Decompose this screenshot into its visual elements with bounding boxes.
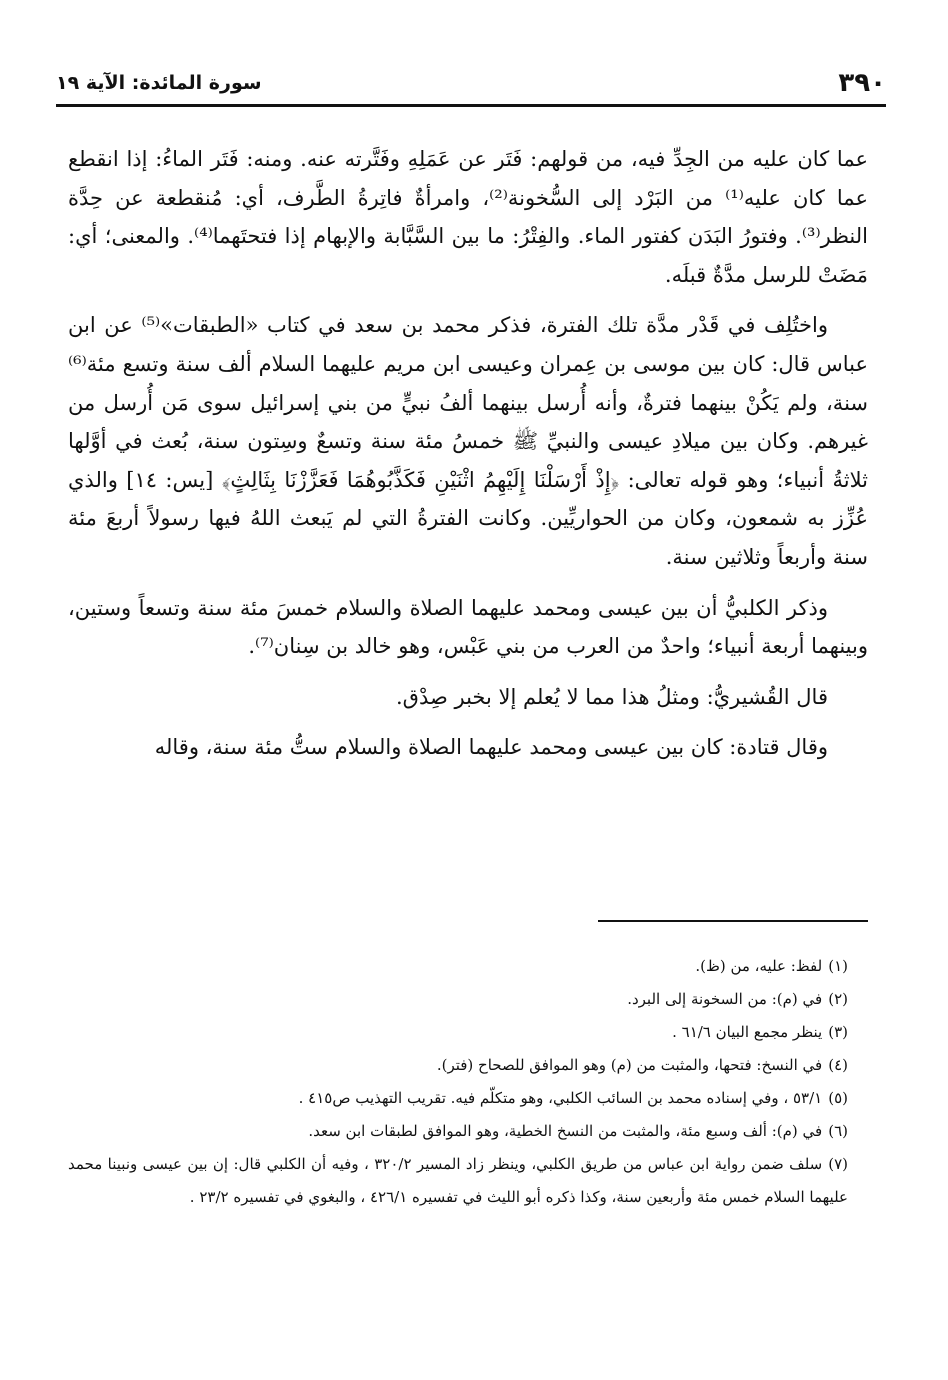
footnote-number: (٧) [828,1155,849,1173]
footnote-text: سلف ضمن رواية ابن عباس من طريق الكلبي، وينظر زاد المسير ٣٢٠/٢ ، وفيه أن الكلبي قال: إن بين عيسى ونبينا محمد عليهما السلام خمس مئة وأربعين سنة، وكذا ذكره أبو الليث في تفسيره ٤٢٦/١ ، والبغوي في تفسيره ٢٣/٢ . [68,1155,848,1206]
header-rule [56,104,886,107]
footnote-3 [68,1016,848,1049]
page-header [56,62,886,102]
footnote-separator [598,920,868,922]
paragraph-1: عما كان عليه من الجِدِّ فيه، من قولهم: فَتَر عن عَمَلِهِ وفَتَّرته عنه. ومنه: فَتَر الماءُ: إذا انقطع عما كان عليه⁽¹⁾ من البَرْد إلى السُّخونة⁽²⁾، وامرأةٌ فاتِرةُ الطَّرف، أي: مُنقطعة عن حِدَّة النظر⁽³⁾. وفتورُ البَدَن كفتور الماء. والفِتْرُ: ما بين السَّبَّابة والإبهام إذا فتحتَهما⁽⁴⁾. والمعنى؛ أي: مَضَتْ للرسل مدَّةٌ قبلَه. [68,147,868,287]
paragraph-4: قال القُشيريُّ: ومثلُ هذا مما لا يُعلم إلا بخبر صِدْق. [396,684,828,709]
footnote-number: (٢) [828,990,848,1008]
page-number: ٣٩٠ [838,68,886,98]
footnote-number: (١) [828,957,848,975]
paragraph-2: واختُلِف في قَدْر مدَّة تلك الفترة، فذكر محمد بن سعد في كتاب «الطبقات»⁽⁵⁾ عن ابن عباس قال: كان بين موسى بن عِمران وعيسى ابن مريم عليهما السلام ألف سنة وتسع مئة⁽⁶⁾ سنة، ولم يَكُنْ بينهما فترةٌ، وأنه أُرسل بينهما ألفُ نبيٍّ من بني إسرائيل سوى مَن أُرسل من غيرهم. وكان بين ميلادِ عيسى والنبيِّ ﷺ خمسُ مئة سنة وتسعٌ وسِتون سنة، بُعث في أوَّلها ثلاثةُ أنبياء؛ وهو قوله تعالى: ﴿إِذْ أَرْسَلْنَا إِلَيْهِمُ اثْنَيْنِ فَكَذَّبُوهُمَا فَعَزَّزْنَا بِثَالِثٍ﴾ [يس: ١٤] والذي عُزِّز به شمعون، وكان من الحواريِّين. وكانت الفترةُ التي لم يَبعث اللهُ فيها رسولاً أربعَ مئة سنة وأربعاً وثلاثين سنة. [68,313,869,569]
footnote-1 [68,950,848,983]
footnote-text: في (م): ألف وسبع مئة، والمثبت من النسخ الخطية، وهو الموافق لطبقات ابن سعد. [308,1122,823,1140]
footnote-number: (٤) [828,1056,848,1074]
footnote-text: لفظ: عليه، من (ظ). [695,957,823,975]
footnotes [68,950,848,1214]
paragraph-5: وقال قتادة: كان بين عيسى ومحمد عليهما الصلاة والسلام ستُّ مئة سنة، وقاله [154,735,828,760]
footnote-4 [68,1049,848,1082]
footnote-number: (٦) [828,1122,848,1140]
footnote-5 [68,1082,848,1115]
paragraph-3: وذكر الكلبيُّ أن بين عيسى ومحمد عليهما الصلاة والسلام خمسَ مئة سنة وتسعاً وستين، وبينهما أربعة أنبياء؛ واحدٌ من العرب من بني عَبْس، وهو خالد بن سِنان⁽⁷⁾. [68,595,868,659]
footnote-number: (٣) [828,1023,848,1041]
running-title: سورة المائدة: الآية ١٩ [56,72,262,94]
footnote-6 [68,1115,848,1148]
footnote-text: في النسخ: فتحها، والمثبت من (م) وهو الموافق للصحاح (فتر). [436,1056,823,1074]
footnote-text: في (م): من السخونة إلى البرد. [627,990,823,1008]
footnote-text: ٥٣/١ ، وفي إسناده محمد بن السائب الكلبي، وهو متكلّم فيه. تقريب التهذيب ص٤١٥ . [298,1089,823,1107]
footnote-7 [68,1148,848,1214]
footnote-number: (٥) [828,1089,848,1107]
footnote-text: ينظر مجمع البيان ٦١/٦ . [672,1023,823,1041]
body-text [68,140,868,779]
footnote-2 [68,983,848,1016]
